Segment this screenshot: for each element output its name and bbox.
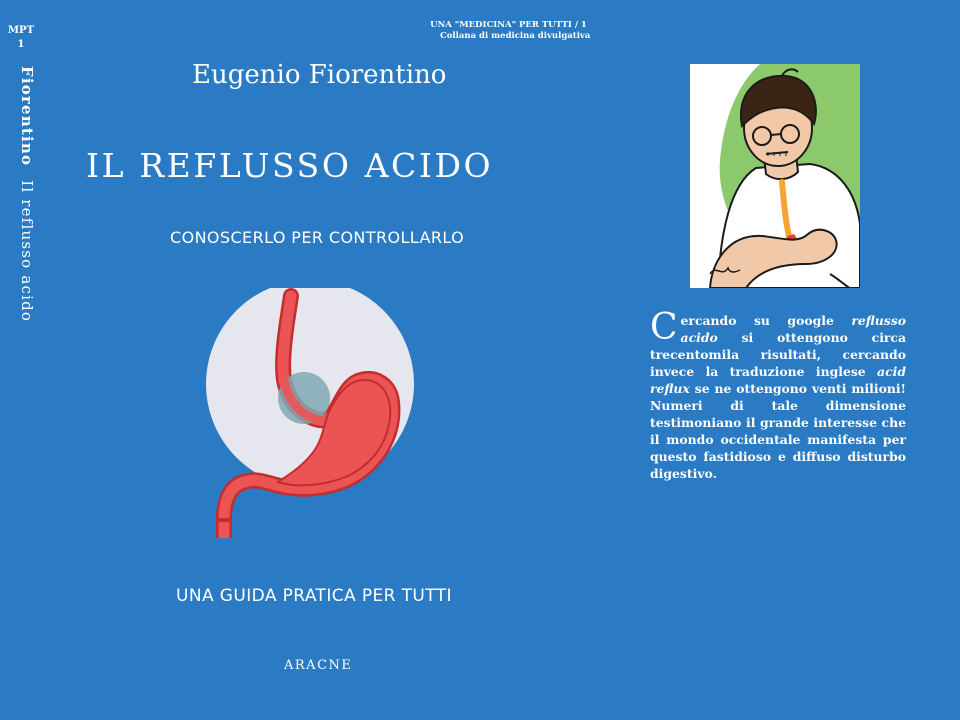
author-name: Eugenio Fiorentino	[192, 60, 447, 90]
series-marker: |	[424, 20, 428, 30]
spine-series-code	[0, 24, 42, 52]
book-tagline: UNA GUIDA PRATICA PER TUTTI	[176, 586, 452, 606]
back-cover-blurb	[650, 307, 906, 482]
stomach-icon	[178, 288, 448, 538]
spine-title: Il reflusso acido	[18, 180, 36, 323]
series-label	[424, 20, 590, 42]
blurb-text-2: si ottengono circa trecentomila risultati, cercando invece la traduzione inglese	[650, 330, 906, 379]
spine-code-line-1: MPT	[7, 25, 35, 36]
spine-text	[18, 66, 36, 322]
spine-author: Fiorentino	[18, 66, 36, 167]
series-name: UNA "MEDICINA" PER TUTTI / 1	[430, 20, 587, 30]
blurb-text-1: ercando su google	[680, 313, 852, 328]
blurb-dropcap: C	[650, 307, 678, 348]
book-subtitle: CONOSCERLO PER CONTROLLARLO	[170, 228, 465, 247]
blurb-text-3: se ne ottengono venti milioni! Numeri di tale dimensione testimoniano il grande interesse che il mondo occidentale manifesta per questo fastidioso e diffuso disturbo digestivo.	[650, 381, 906, 481]
spine-code-line-2: 1	[17, 39, 25, 50]
blurb-emphasis-1: reflusso acido	[680, 313, 906, 345]
heartburn-cartoon-icon	[690, 64, 860, 288]
publisher-name: ARACNE	[284, 658, 353, 673]
series-subtitle: Collana di medicina divulgativa	[440, 31, 591, 41]
book-title: IL REFLUSSO ACIDO	[86, 146, 494, 185]
blurb-emphasis-2: acid reflux	[650, 364, 906, 396]
